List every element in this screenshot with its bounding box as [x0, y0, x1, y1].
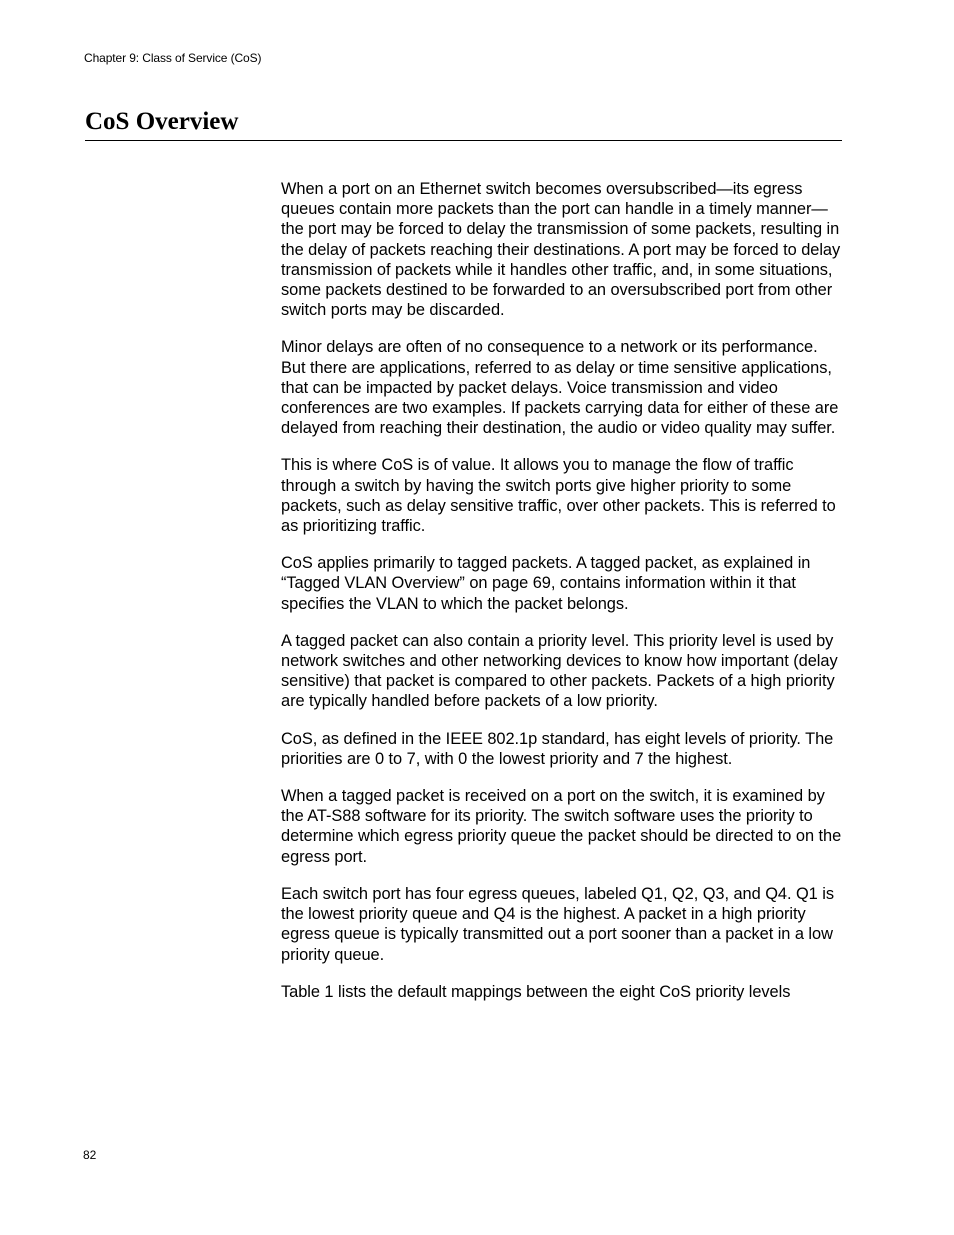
paragraph: This is where CoS is of value. It allows you to manage the flow of traffic through a switch by having the switch ports give higher priority to some packets, such as delay sensitive traffic, over other packets. This is referred to as prioritizing traffic. — [281, 456, 836, 536]
paragraph: Minor delays are often of no consequence to a network or its performance. But there are applications, referred to as delay or time sensitive applications, that can be impacted by packet delays. Voice transmission and video conferences are two examples. If packets carrying data for either of these are delayed from reaching their destination, the audio or video quality may suffer. — [281, 338, 839, 438]
page-number: 82 — [83, 1148, 97, 1162]
paragraph: When a tagged packet is received on a port on the switch, it is examined by the AT-S88 software for its priority. The switch software uses the priority to determine which egress priority queue the packet should be directed to on the egress port. — [281, 787, 842, 866]
paragraph: Each switch port has four egress queues, labeled Q1, Q2, Q3, and Q4. Q1 is the lowest priority queue and Q4 is the highest. A packet in a high priority egress queue is typically transmitted out a port sooner than a packet in a low priority queue. — [281, 884, 834, 964]
section-title: CoS Overview — [85, 108, 239, 135]
title-rule — [85, 140, 842, 141]
paragraph: CoS, as defined in the IEEE 802.1p standard, has eight levels of priority. The priorities are 0 to 7, with 0 the lowest priority and 7 the highest. — [281, 729, 834, 768]
body-text — [281, 179, 846, 1019]
paragraph: Table 1 lists the default mappings between the eight CoS priority levels — [281, 982, 791, 1001]
running-header: Chapter 9: Class of Service (CoS) — [84, 51, 262, 65]
paragraph: CoS applies primarily to tagged packets. A tagged packet, as explained in “Tagged VLAN Overview” on page 69, contains information within it that specifies the VLAN to which the packet belongs. — [281, 554, 811, 613]
paragraph: A tagged packet can also contain a priority level. This priority level is used by network switches and other networking devices to know how important (delay sensitive) that packet is compared to other packets. Packets of a high priority are typically handled before packets of a low priority. — [281, 631, 838, 711]
paragraph: When a port on an Ethernet switch becomes oversubscribed—its egress queues contain more packets than the port can handle in a timely manner—the port may be forced to delay the transmission of some packets, resulting in the delay of packets reaching their destinations. A port may be forced to delay transmission of packets while it handles other traffic, and, in some situations, some packets destined to be forwarded to an oversubscribed port from other switch ports may be discarded. — [281, 180, 841, 320]
